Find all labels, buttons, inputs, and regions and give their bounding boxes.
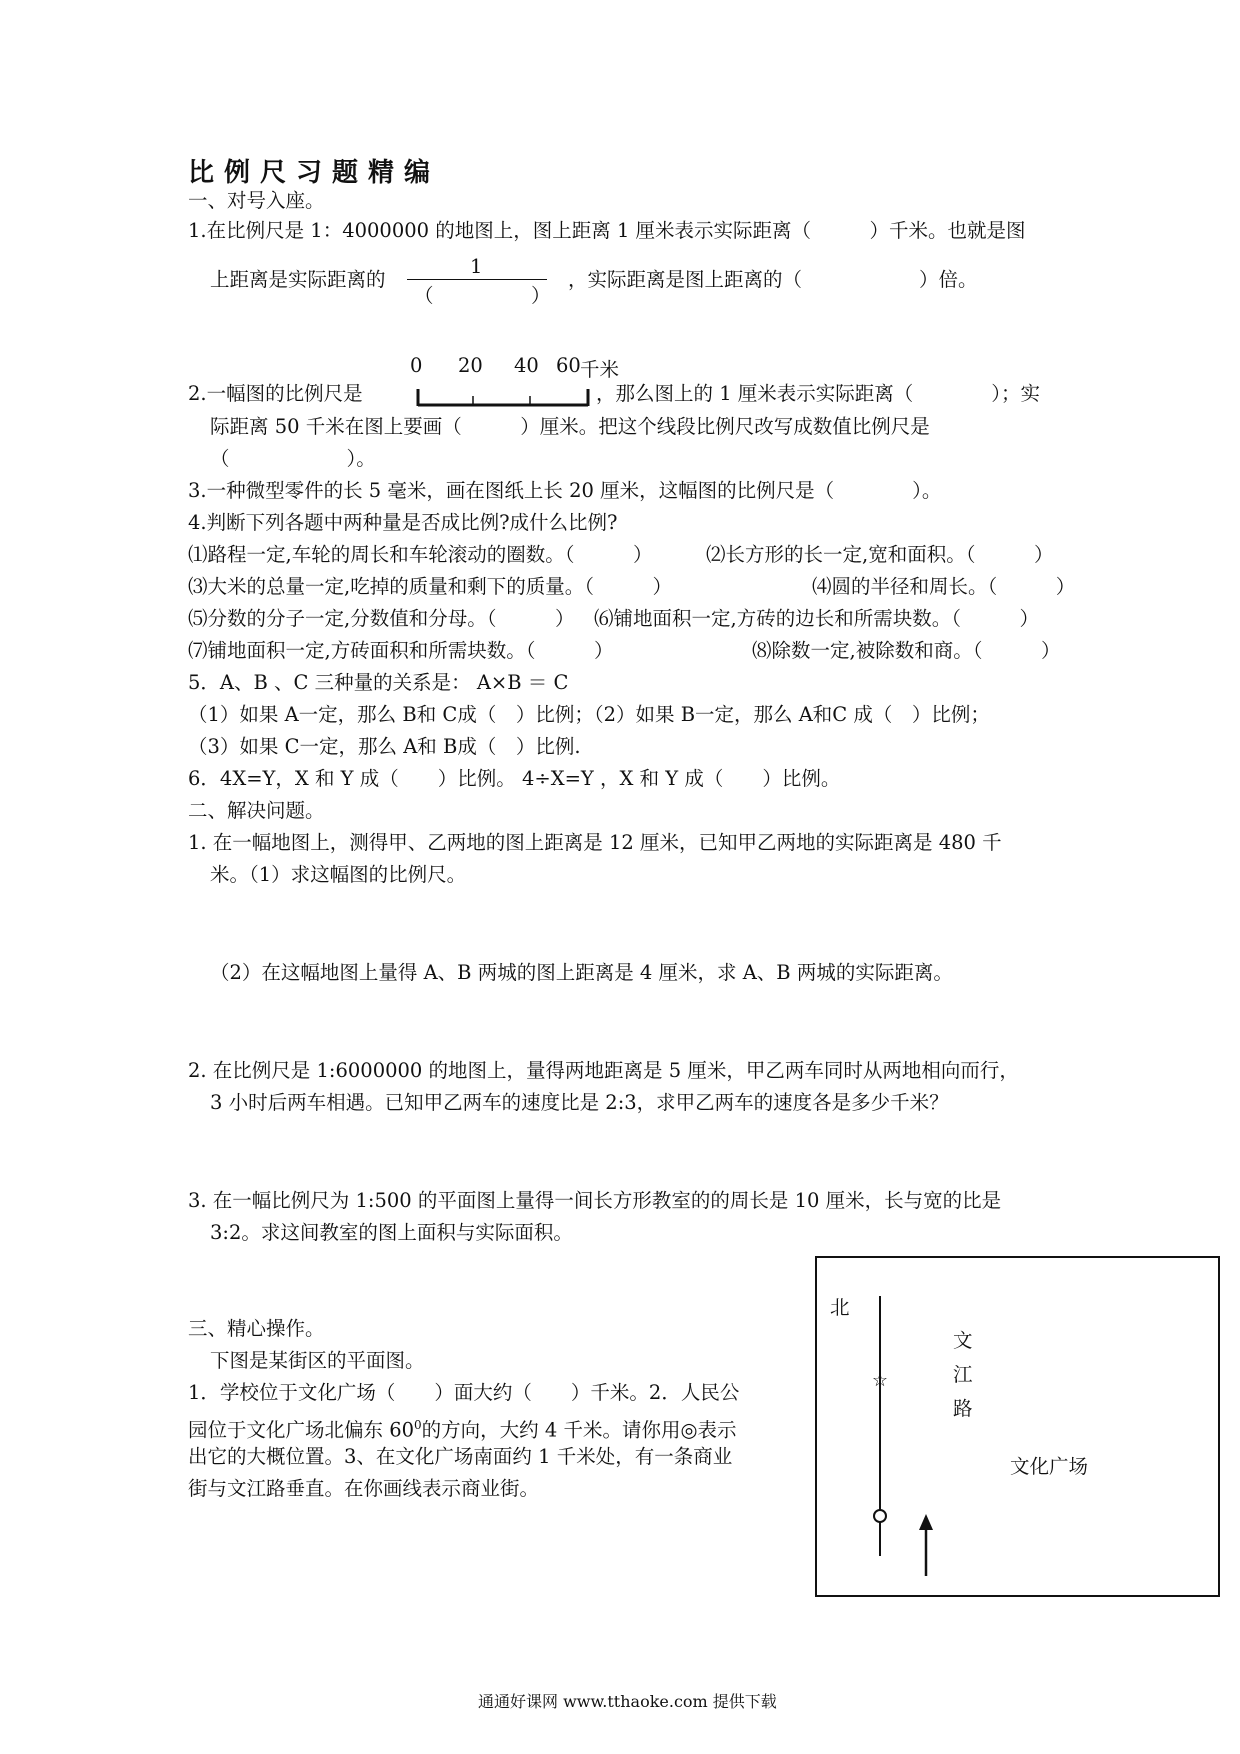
scale-label-60: 60 — [556, 354, 581, 377]
scale-unit: 千米 — [580, 358, 620, 381]
p1-line1: 1. 在一幅地图上，测得甲、乙两地的图上距离是 12 厘米，已知甲乙两地的实际距离是 480 千 — [188, 831, 1002, 854]
op-line3: 出它的大概位置。3、在文化广场南面约 1 千米处，有一条商业 — [188, 1445, 733, 1468]
north-arrow-head — [919, 1514, 933, 1530]
q6-line: 6．4X=Y，X 和 Y 成（ ）比例。 4÷X=Y ，X 和 Y 成（ ）比例。 — [188, 767, 841, 790]
street-map-drawing — [815, 1256, 1220, 1597]
op-line4: 街与文江路垂直。在你画线表示商业街。 — [188, 1477, 540, 1500]
q1-line2-pre: 上距离是实际距离的 — [210, 268, 386, 291]
footer-text: 通通好课网 www.tthaoke.com 提供下载 — [478, 1692, 777, 1711]
q2-line2: 际距离 50 千米在图上要画（ ）厘米。把这个线段比例尺改写成数值比例尺是 — [210, 415, 930, 438]
scale-label-20: 20 — [458, 354, 483, 377]
section-heading-3: 三、精心操作。 — [188, 1317, 325, 1340]
map-road-label — [953, 1324, 977, 1426]
circle-marker — [874, 1510, 886, 1522]
op-line2 — [188, 1412, 736, 1444]
map-road-char-1: 文 — [953, 1329, 973, 1352]
q4-item-5: ⑸分数的分子一定,分数值和分母。（ ） — [188, 607, 575, 630]
line-scale-bar — [416, 386, 592, 408]
q1-line2-post: ，实际距离是图上距离的（ ）倍。 — [568, 268, 978, 291]
q4-item-3: ⑶大米的总量一定,吃掉的质量和剩下的质量。（ ） — [188, 575, 672, 598]
q4-item-2: ⑵长方形的长一定,宽和面积。（ ） — [706, 543, 1054, 566]
q2-line1-post: ，那么图上的 1 厘米表示实际距离（ ）；实 — [596, 382, 1041, 405]
q5-line3: （3）如果 C一定，那么 A和 B成（ ）比例. — [188, 735, 581, 758]
q1-line1: 1.在比例尺是 1：4000000 的地图上，图上距离 1 厘米表示实际距离（ ）千米。也就是图 — [188, 219, 1026, 242]
q4-item-1: ⑴路程一定,车轮的周长和车轮滚动的圈数。（ ） — [188, 543, 653, 566]
section-heading-2: 二、解决问题。 — [188, 799, 325, 822]
q5-line2: （1）如果 A一定，那么 B和 C成（ ）比例；（2）如果 B一定，那么 A和C 成（ ）比例； — [188, 703, 990, 726]
scale-label-40: 40 — [514, 354, 539, 377]
p3-line2: 3:2。求这间教室的图上面积与实际面积。 — [210, 1221, 573, 1244]
map-road-char-3: 路 — [953, 1397, 973, 1420]
q4-item-4: ⑷圆的半径和周长。（ ） — [812, 575, 1076, 598]
fraction-numerator: 1 — [470, 255, 483, 278]
op-line1: 1．学校位于文化广场（ ）面大约（ ）千米。2．人民公 — [188, 1381, 740, 1404]
q2-line3: （ ）。 — [210, 447, 376, 470]
q4-item-7: ⑺铺地面积一定,方砖面积和所需块数。（ ） — [188, 639, 614, 662]
q3-line: 3.一种微型零件的长 5 毫米，画在图纸上长 20 厘米，这幅图的比例尺是（ ）。 — [188, 479, 942, 502]
q4-item-6: ⑹铺地面积一定,方砖的边长和所需块数。（ ） — [594, 607, 1039, 630]
q4-intro: 4.判断下列各题中两种量是否成比例?成什么比例? — [188, 511, 618, 534]
scale-label-0: 0 — [410, 354, 423, 377]
q4-item-8: ⑻除数一定,被除数和商。（ ） — [752, 639, 1061, 662]
op-line2-pre: 园位于文化广场北偏东 60 — [188, 1418, 415, 1442]
fraction-bar — [407, 279, 547, 280]
p3-line1: 3. 在一幅比例尺为 1:500 的平面图上量得一间长方形教室的的周长是 10 厘米，长与宽的比是 — [188, 1189, 1002, 1212]
p1-line2: 米。（1）求这幅图的比例尺。 — [210, 863, 467, 886]
map-road-char-2: 江 — [953, 1363, 973, 1386]
section-heading-1: 一、对号入座。 — [188, 189, 325, 212]
fraction-denominator: （ ） — [414, 284, 551, 307]
p1-line3: （2）在这幅地图上量得 A、B 两城的图上距离是 4 厘米，求 A、B 两城的实际距离。 — [210, 961, 953, 984]
map-square-label: 文化广场 — [1010, 1455, 1089, 1478]
q5-line1: 5．A、B 、C 三种量的关系是： A×B ＝ C — [188, 671, 569, 694]
op-intro: 下图是某街区的平面图。 — [210, 1349, 425, 1372]
page-title: 比例尺习题精编 — [188, 158, 441, 188]
p2-line2: 3 小时后两车相遇。已知甲乙两车的速度比是 2:3，求甲乙两车的速度各是多少千米？ — [210, 1091, 949, 1114]
map-north-label: 北 — [830, 1296, 850, 1319]
q2-line1-pre: 2.一幅图的比例尺是 — [188, 382, 363, 405]
degree-mark: 0 — [414, 1418, 422, 1432]
star-marker: ☆ — [871, 1370, 889, 1391]
p2-line1: 2. 在比例尺是 1:6000000 的地图上，量得两地距离是 5 厘米，甲乙两车同时从两地相向而行， — [188, 1059, 1019, 1082]
op-line2-post: 的方向，大约 4 千米。请你用◎表示 — [421, 1418, 737, 1442]
